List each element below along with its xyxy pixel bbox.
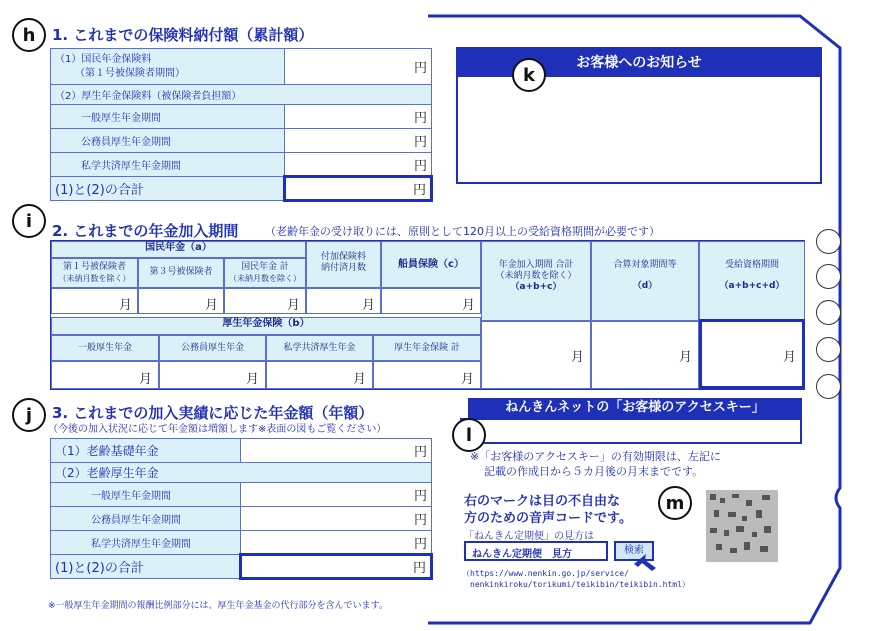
row-roureikousei: （2）老齢厚生年金 [51,463,432,483]
row-kousei: （2）厚生年金保険料（被保険者負担額） [51,85,432,105]
voice-howto: 「ねんきん定期便」の見方は [464,531,594,542]
sec2-month: 月 [224,288,306,314]
sec2-month: 月 [373,361,481,389]
punch-hole [816,337,841,362]
sec2-month: 月 [51,361,159,389]
sec2-month: 月 [138,288,224,314]
search-field[interactable]: ねんきん定期便 見方 [464,541,608,561]
labels-h: h [22,24,36,46]
punch-hole [816,264,841,289]
sec3-total: (1)と(2)の合計 [51,555,241,579]
sec3-yen: 円 [241,483,432,507]
sec1-yen: 円 [285,153,432,177]
sec2-k1: 一般厚生年金 [51,335,159,361]
punch-hole [816,374,841,399]
sec2-month: 月 [481,321,591,389]
sec2-fuka: 付加保険料 [320,252,366,262]
sec2-month: 月 [306,288,381,314]
sec2-gokei: 年金加入期間 合計 [498,260,574,270]
sec3-r5: 私学共済厚生年金期間 [51,531,241,555]
section2-note: （老齢年金の受け取りには、原則として120月以上の受給資格期間が必要です） [265,225,660,238]
sec3-yen: 円 [241,555,432,579]
sec2-h1: 第１号被保険者 [62,262,126,272]
section1-table [50,48,433,202]
access-key-title: ねんきんネットの「お客様のアクセスキー」 [468,398,802,418]
notice-box [456,47,822,184]
row-total: (1)と(2)の合計 [51,177,285,201]
sec1-r1b: （第１号被保険者期間） [75,67,185,79]
sec3-yen: 円 [241,531,432,555]
value-total: 円 [285,177,432,201]
row-ippan: 一般厚生年金期間 [51,105,285,129]
sec2-kousei: 厚生年金保険（b） [51,317,481,335]
sec2-goukei_taisho: 合算対象期間等 [613,260,677,270]
row-kokumin: （1）国民年金保険料 [55,53,152,65]
section3-title: 3. これまでの加入実績に応じた年金額（年額） [52,404,374,422]
sec2-hks: （未納月数を除く） [229,274,301,283]
label-m [658,486,692,520]
label-l [452,418,486,452]
row-shigaku: 私学共済厚生年金期間 [51,153,285,177]
sec2-month: 月 [51,288,138,314]
sec2-month: 月 [159,361,266,389]
section3-table [50,438,433,580]
sec3-yen: 円 [241,507,432,531]
sec2-fuka2: 納付済月数 [320,263,366,273]
sec2-jukyu: 受給資格期間 [724,260,779,270]
notice-title: お客様へのお知らせ [458,49,820,77]
voice-text: 右のマークは目の不自由な [464,494,621,509]
sec2-kokumin: 国民年金（a） [51,241,306,258]
punch-hole [816,300,841,325]
label-i [12,204,46,238]
labels-j: j [25,404,33,426]
sec3-yen: 円 [241,439,432,463]
section3-footnote: ※一般厚生年金期間の報酬比例部分には、厚生年金基金の代行部分を含んでいます。 [48,601,388,611]
sec2-k3: 私学共済厚生年金 [266,335,373,361]
sec2-month: 月 [699,319,805,389]
row-komuin: 公務員厚生年金期間 [51,129,285,153]
sec2-k2: 公務員厚生年金 [159,335,266,361]
sec2-h1s: （未納月数を除く） [58,274,131,283]
search-button[interactable]: 検索 [614,541,654,561]
sec1-yen: 円 [285,105,432,129]
sec2-k4: 厚生年金保険 計 [373,335,481,361]
label-h [12,18,46,52]
punch-hole [816,229,841,254]
sec2-jukyu2: （a+b+c+d） [719,281,785,291]
sec2-gokei2: （未納月数を除く） [495,271,577,281]
sec3-r4: 公務員厚生年金期間 [51,507,241,531]
section2-table [50,240,805,390]
sec3-r3: 一般厚生年金期間 [51,483,241,507]
labels-l: l [465,424,473,446]
access-note2: 記載の作成日から５カ月後の月末までです。 [484,465,704,478]
sec2-senin: 船員保険（c） [381,241,481,288]
label-k [512,58,546,92]
voice-url1: （https://www.nenkin.go.jp/service/ [462,569,629,578]
sec2-month: 月 [381,288,481,314]
cursor-arrow-icon [632,552,658,572]
sec2-month: 月 [266,361,373,389]
sec1-yen: 円 [285,129,432,153]
sec2-hk: 国民年金 計 [241,262,289,272]
labels-m: m [665,492,685,514]
section2-title: 2. これまでの年金加入期間 [52,222,239,240]
label-j [12,398,46,432]
voice-code-icon [706,490,778,562]
labels-k: k [523,64,535,86]
section1-title: 1. これまでの保険料納付額（累計額） [52,26,314,44]
voice-url2: nenkinkiroku/torikumi/teikibin/teikibin.html） [470,580,690,589]
sec2-gokei3: （a+b+c） [510,282,562,292]
value-kokumin: 円 [285,49,432,85]
access-note: ※「お客様のアクセスキー」の有効期限は、左記に [470,450,721,463]
sec2-month: 月 [591,321,699,389]
access-key-box [460,418,802,444]
sec2-d: （d） [632,281,658,291]
row-kiso: （1）老齢基礎年金 [51,439,241,463]
sec2-h3: 第３号被保険者 [138,258,224,288]
section3-note: （今後の加入状況に応じて年金額は増額します※表面の図もご覧ください） [48,424,387,435]
voice-line2: 方のための音声コードです。 [464,511,632,526]
labels-i: i [25,210,33,232]
